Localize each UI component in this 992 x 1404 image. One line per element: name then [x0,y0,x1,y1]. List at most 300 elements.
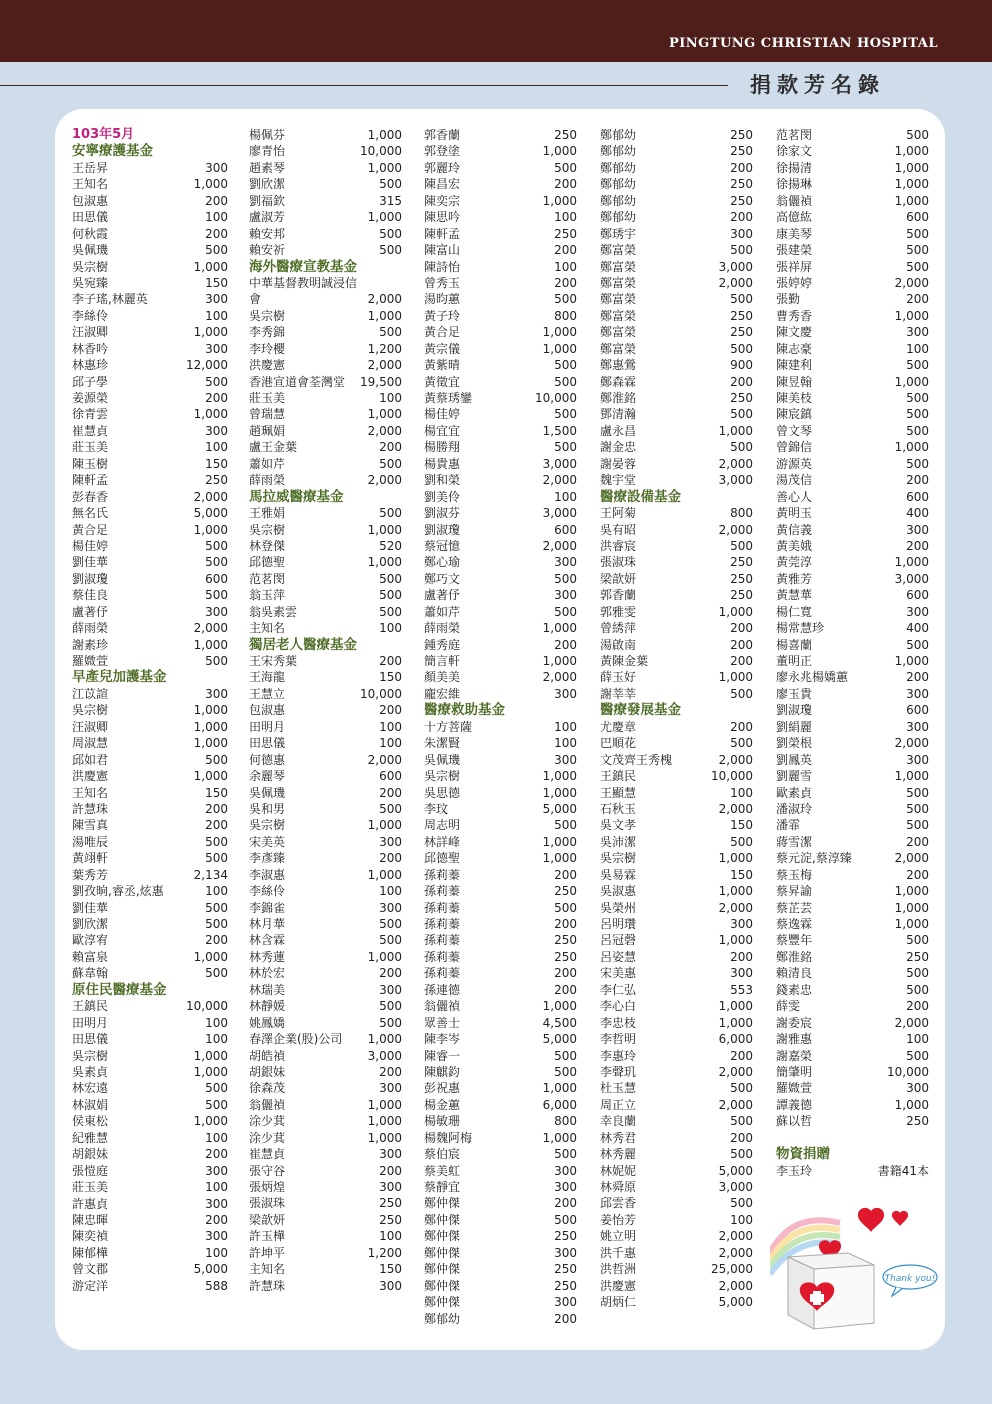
donor-name: 蔡冠憶 [424,538,461,553]
donor-row [600,456,753,472]
donation-amount: 500 [730,292,753,307]
donor-row [424,686,577,702]
donation-amount: 3,000 [894,571,929,586]
donor-row [600,1163,753,1179]
donation-amount: 500 [906,243,929,258]
donor-row [776,1015,929,1031]
donation-amount: 1,000 [193,703,228,718]
donor-row [424,357,577,373]
donor-row [776,538,929,554]
donor-name: 蔣雪潔 [776,834,813,849]
donor-row [72,341,228,357]
donor-name: 鄭仲傑 [424,1295,461,1310]
donor-name: 包淑惠 [249,703,286,718]
donor-name: 謝嘉榮 [776,1048,813,1063]
donation-amount: 500 [379,177,402,192]
donation-amount: 5,000 [542,1032,577,1047]
donor-name: 莊玉美 [72,1180,109,1195]
donation-amount: 500 [730,407,753,422]
donor-name: 陳軒孟 [424,226,461,241]
donor-row [600,719,753,735]
donor-name: 鄭心瑜 [424,555,461,570]
donor-name: 鄭森霖 [600,374,637,389]
donor-row [424,456,577,472]
donation-amount: 500 [205,374,228,389]
donor-name: 許慧珠 [72,801,109,816]
donor-name: 盧王金葉 [249,440,298,455]
donation-amount: 200 [205,226,228,241]
donor-row [600,1097,753,1113]
donor-name: 劉絹麗 [776,719,813,734]
donation-amount: 250 [554,1262,577,1277]
donor-name: 吳宗樹 [72,1048,109,1063]
donor-row [776,735,929,751]
donor-row [424,1048,577,1064]
donor-row [776,587,929,603]
donation-amount: 2,000 [367,473,402,488]
donor-name: 春澤企業(股)公司 [249,1032,343,1047]
donor-row [776,686,929,702]
donation-amount: 1,000 [894,193,929,208]
donation-amount: 200 [906,538,929,553]
donor-name: 陳文慶 [776,325,813,340]
donor-row [600,817,753,833]
donor-row [424,1195,577,1211]
donor-name: 楊金蕙 [424,1097,461,1112]
donation-amount: 500 [906,966,929,981]
donor-name: 吳佩璣 [424,752,461,767]
donor-name: 黃雅芳 [776,571,813,586]
donor-row [424,1311,577,1327]
donation-amount: 600 [906,588,929,603]
donor-name: 劉榮根 [776,736,813,751]
donation-amount: 250 [730,555,753,570]
donor-name: 林含霖 [249,933,286,948]
donation-amount: 1,000 [542,144,577,159]
donor-name: 李彥臻 [249,851,286,866]
donor-row [776,867,929,883]
donor-name: 宋美惠 [600,966,637,981]
donor-row [424,423,577,439]
donor-row [776,193,929,209]
donor-row [249,653,402,669]
donor-name: 蔡靜宜 [424,1180,461,1195]
donation-amount: 1,000 [367,555,402,570]
donor-row [600,143,753,159]
donor-row [776,176,929,192]
donor-name: 孫莉蓁 [424,917,461,932]
donor-row [72,275,228,291]
donor-row [249,1130,402,1146]
donation-amount: 1,000 [193,736,228,751]
donation-amount: 500 [730,736,753,751]
donor-row [600,423,753,439]
fund-heading: 原住民醫療基金 [72,981,167,998]
donor-name: 陳忠暉 [72,1212,109,1227]
donor-name: 涂少萁 [249,1130,286,1145]
donation-amount: 1,000 [542,999,577,1014]
donor-row [600,1294,753,1310]
donation-amount: 1,000 [718,1015,753,1030]
donor-name: 王海龍 [249,670,286,685]
donor-name: 李玟 [424,801,449,816]
donor-name: 陳志豪 [776,341,813,356]
donor-row [424,801,577,817]
donor-row [776,998,929,1014]
donor-name: 鄭郁幼 [600,160,637,175]
donor-row [424,735,577,751]
donor-row [249,1261,402,1277]
donor-name: 朱潔賢 [424,736,461,751]
donor-name: 張炳煌 [249,1180,286,1195]
donor-row [424,538,577,554]
donor-name: 陳奕禎 [72,1229,109,1244]
donor-column-1 [72,127,228,1294]
donor-row [72,374,228,390]
donation-amount: 300 [379,834,402,849]
donor-name: 王岳昇 [72,160,109,175]
donor-name: 李玲櫻 [249,341,286,356]
donor-name: 薛雨榮 [424,621,461,636]
donation-amount: 500 [730,1114,753,1129]
donation-amount: 200 [730,1130,753,1145]
donor-name: 無名氏 [72,506,109,521]
donor-name: 曾文琴 [776,423,813,438]
donation-amount: 200 [906,999,929,1014]
donor-row [424,1113,577,1129]
donor-name: 蔡伯宸 [424,1147,461,1162]
donation-amount: 2,000 [894,1015,929,1030]
donor-name: 廖永兆楊嬌蕙 [776,670,849,685]
donor-name: 呂姿慧 [600,949,637,964]
donor-row [424,1179,577,1195]
donation-amount: 100 [205,884,228,899]
donor-name: 黃合足 [424,325,461,340]
donor-name: 陳詩怡 [424,259,461,274]
donation-amount: 300 [205,423,228,438]
donation-amount: 200 [379,785,402,800]
donation-amount: 250 [554,1278,577,1293]
donor-row [600,686,753,702]
donor-name: 陳玉樹 [72,456,109,471]
donor-name: 田明月 [72,1015,109,1030]
donor-row [72,1146,228,1162]
donor-name: 田思儀 [249,736,286,751]
donor-name: 湯茂信 [776,473,813,488]
donor-name: 陳李岑 [424,1032,461,1047]
donor-name: 簡言軒 [424,654,461,668]
donor-name: 孫莉蓁 [424,966,461,981]
donor-row [72,900,228,916]
donor-name: 陳富山 [424,243,461,258]
donation-amount: 1,000 [193,325,228,340]
donor-row [424,571,577,587]
donation-amount: 2,000 [193,489,228,504]
donor-row [72,489,228,505]
donor-name: 劉欣潔 [72,917,109,932]
donation-amount: 500 [379,456,402,471]
donation-amount: 300 [379,1278,402,1293]
donor-row [249,341,402,357]
donor-row [249,965,402,981]
donation-amount: 500 [906,637,929,652]
donor-name: 許惠貞 [72,1196,109,1211]
donor-row [600,209,753,225]
donor-name: 鄭富榮 [600,308,637,323]
donor-row [72,1261,228,1277]
donation-amount: 150 [730,818,753,833]
donor-row [72,406,228,422]
donor-row [72,965,228,981]
donor-name: 孫莉蓁 [424,900,461,915]
donation-amount: 500 [379,571,402,586]
donation-amount: 2,000 [718,900,753,915]
donor-name: 湯昀蕙 [424,292,461,307]
donor-row [600,522,753,538]
donor-row [424,1261,577,1277]
donation-amount: 1,000 [894,144,929,159]
donor-name: 蔡玉梅 [776,867,813,882]
donation-amount: 300 [906,719,929,734]
donation-amount: 1,000 [542,193,577,208]
donation-amount: 300 [906,752,929,767]
donation-amount: 500 [906,1048,929,1063]
donor-row [72,554,228,570]
donor-name: 吳宗樹 [249,522,286,537]
donor-row [249,916,402,932]
donor-row [600,669,753,685]
hospital-name: PINGTUNG CHRISTIAN HOSPITAL [668,36,938,51]
donation-amount: 1,000 [894,160,929,175]
donor-row [424,1015,577,1031]
donor-name: 孫莉蓁 [424,867,461,882]
donor-name: 劉鳳英 [776,752,813,767]
donor-row [72,209,228,225]
donor-name: 盧淑芳 [249,210,286,225]
donor-name: 曾秀玉 [424,275,461,290]
donor-name: 范茗閔 [249,571,286,586]
donor-row [249,669,402,685]
donation-amount: 5,000 [542,801,577,816]
donation-amount: 2,000 [718,1229,753,1244]
donor-row [424,406,577,422]
donor-row [424,143,577,159]
donor-name: 翁儷禎 [249,1097,286,1112]
donation-amount: 150 [730,867,753,882]
donation-amount: 1,000 [367,407,402,422]
donor-name: 游源英 [776,456,813,471]
donor-row [776,801,929,817]
donor-row [72,1130,228,1146]
donation-amount: 1,000 [367,522,402,537]
donor-row [249,1163,402,1179]
donor-row [249,932,402,948]
donor-name: 周淑慧 [72,736,109,751]
donation-amount: 300 [205,1163,228,1178]
donation-amount: 200 [379,654,402,669]
donor-name: 鄭郁幼 [600,177,637,192]
donor-name: 莊玉美 [72,440,109,455]
donation-amount: 6,000 [718,1032,753,1047]
donation-amount: 2,000 [718,1245,753,1260]
donation-amount: 200 [906,292,929,307]
donor-row [600,160,753,176]
donor-row [72,1031,228,1047]
donor-name: 王阿菊 [600,506,637,521]
donor-row [600,752,753,768]
donor-row [72,1113,228,1129]
donor-name: 陳睿一 [424,1048,461,1063]
donor-name: 劉孜晌,睿丞,炫惠 [72,884,164,899]
donation-amount: 100 [554,719,577,734]
donor-name: 楊魏阿梅 [424,1130,473,1145]
donor-name: 吳佩璣 [72,243,109,258]
donation-amount: 1,000 [367,818,402,833]
donation-amount: 1,000 [718,604,753,619]
donor-row [600,324,753,340]
donor-name: 龐宏維 [424,686,461,701]
donor-column-3 [424,127,577,1327]
donor-name: 楊佳婷 [72,538,109,553]
donor-name: 王慧立 [249,686,286,701]
donor-row [72,1064,228,1080]
donor-row [249,472,402,488]
donation-amount: 1,000 [193,769,228,784]
donation-amount: 500 [906,128,929,142]
donation-amount: 1,000 [542,621,577,636]
donation-amount: 250 [554,1229,577,1244]
donor-row [600,193,753,209]
donor-row [424,719,577,735]
donor-row [600,472,753,488]
donor-row [776,719,929,735]
donor-row [600,1015,753,1031]
donation-amount: 300 [906,686,929,701]
donor-row [72,1278,228,1294]
donation-amount: 300 [205,604,228,619]
donation-amount: 1,000 [894,308,929,323]
donor-column-2 [249,127,402,1294]
donation-amount: 150 [379,670,402,685]
donation-amount: 250 [554,884,577,899]
donor-row [424,390,577,406]
donor-name: 鄭富榮 [600,275,637,290]
donor-name: 陳思吟 [424,210,461,225]
fund-heading: 醫療發展基金 [600,702,681,719]
donor-row [424,620,577,636]
donation-amount: 150 [205,785,228,800]
donor-name: 陳郁樺 [72,1245,109,1260]
donation-amount: 600 [554,522,577,537]
donation-amount: 1,000 [542,1081,577,1096]
donor-name: 李絲伶 [249,884,286,899]
donation-amount: 200 [379,851,402,866]
donor-name: 黃美娥 [776,538,813,553]
donor-name: 郭雅雯 [600,604,637,619]
donor-row [72,785,228,801]
donor-row [600,374,753,390]
donation-amount: 300 [205,292,228,307]
donor-row [776,1048,929,1064]
donor-name: 羅媺萱 [72,654,109,669]
donor-name: 吳淑惠 [600,884,637,899]
donor-name: 張守谷 [249,1163,286,1178]
donation-amount: 250 [554,949,577,964]
donor-name: 鄭仲傑 [424,1212,461,1227]
donation-amount: 250 [205,473,228,488]
donation-amount: 500 [379,933,402,948]
donation-amount: 1,200 [367,1245,402,1260]
donor-row [249,571,402,587]
donation-amount: 1,000 [894,884,929,899]
donation-amount: 200 [730,637,753,652]
donation-amount: 2,000 [718,456,753,471]
donation-amount: 200 [379,440,402,455]
donor-column-5 [776,127,929,1179]
donation-amount: 500 [906,456,929,471]
donor-name: 鄭仲傑 [424,1245,461,1260]
donor-name: 王鎮民 [600,769,637,784]
donation-amount: 600 [205,571,228,586]
donor-row [249,423,402,439]
donor-name: 吳宗樹 [424,769,461,784]
donor-name: 黃合足 [72,522,109,537]
donation-amount: 500 [906,785,929,800]
donor-row [600,785,753,801]
donor-row [72,1048,228,1064]
donor-row [776,916,929,932]
donation-amount: 500 [554,160,577,175]
donor-row [72,686,228,702]
donor-row [249,1278,402,1294]
donor-name: 賴富泉 [72,949,109,964]
donor-row [72,883,228,899]
donor-name: 孫連德 [424,982,461,997]
donation-amount: 250 [554,226,577,241]
donor-row [72,505,228,521]
donor-name: 林於宏 [249,966,286,981]
donor-row [776,357,929,373]
donor-row [776,374,929,390]
donor-name: 紀雅慧 [72,1130,109,1145]
donor-row [72,291,228,307]
donor-row [424,308,577,324]
donor-name: 鄧清瀚 [600,407,637,422]
donor-row [249,982,402,998]
donor-row [424,998,577,1014]
donor-row [72,1015,228,1031]
donor-row [424,1245,577,1261]
donor-name: 洪千惠 [600,1245,637,1260]
donation-amount: 1,000 [193,177,228,192]
donor-name: 廖玉貴 [776,686,813,701]
month-heading: 103年5月 [72,127,135,142]
donor-name: 廖青怡 [249,144,286,159]
donor-row [600,916,753,932]
donor-row [600,1080,753,1096]
donor-name: 江苡諠 [72,686,109,701]
donation-amount: 5,000 [718,1295,753,1310]
donation-amount: 200 [205,391,228,406]
donor-row [600,259,753,275]
donor-row [72,390,228,406]
donation-amount: 2,000 [542,670,577,685]
donor-name: 姚鳳嬌 [249,1015,286,1030]
donor-row [424,752,577,768]
donation-amount: 500 [906,407,929,422]
donor-row [72,637,228,653]
fund-heading: 獨居老人醫療基金 [249,636,357,653]
